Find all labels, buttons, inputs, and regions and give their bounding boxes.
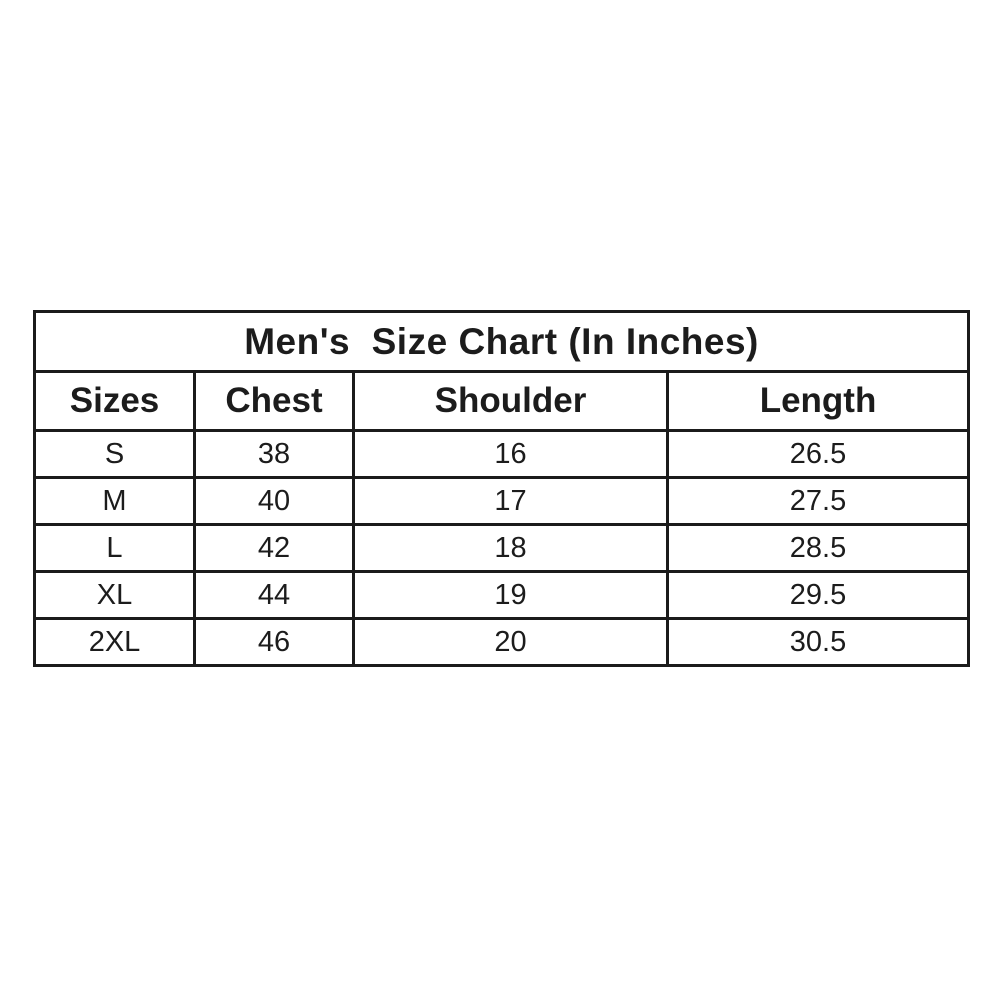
cell-length: 27.5 [668, 478, 969, 525]
table-row-l [35, 525, 969, 572]
column-header-length: Length [668, 372, 969, 431]
cell-chest: 38 [195, 431, 354, 478]
table-row-2xl [35, 619, 969, 666]
cell-size: XL [35, 572, 195, 619]
cell-length: 29.5 [668, 572, 969, 619]
table-title: Men's Size Chart (In Inches) [35, 312, 969, 372]
table-header-row [35, 372, 969, 431]
column-header-sizes: Sizes [35, 372, 195, 431]
table-row-m [35, 478, 969, 525]
cell-size: S [35, 431, 195, 478]
column-header-shoulder: Shoulder [354, 372, 668, 431]
cell-length: 28.5 [668, 525, 969, 572]
cell-chest: 44 [195, 572, 354, 619]
cell-size: L [35, 525, 195, 572]
cell-chest: 42 [195, 525, 354, 572]
table-row-s [35, 431, 969, 478]
table-title-row [35, 312, 969, 372]
cell-chest: 46 [195, 619, 354, 666]
cell-shoulder: 16 [354, 431, 668, 478]
cell-shoulder: 18 [354, 525, 668, 572]
table-row-xl [35, 572, 969, 619]
cell-size: 2XL [35, 619, 195, 666]
size-chart-table [33, 310, 970, 667]
cell-shoulder: 20 [354, 619, 668, 666]
column-header-chest: Chest [195, 372, 354, 431]
cell-shoulder: 17 [354, 478, 668, 525]
cell-length: 30.5 [668, 619, 969, 666]
cell-length: 26.5 [668, 431, 969, 478]
cell-shoulder: 19 [354, 572, 668, 619]
cell-size: M [35, 478, 195, 525]
cell-chest: 40 [195, 478, 354, 525]
